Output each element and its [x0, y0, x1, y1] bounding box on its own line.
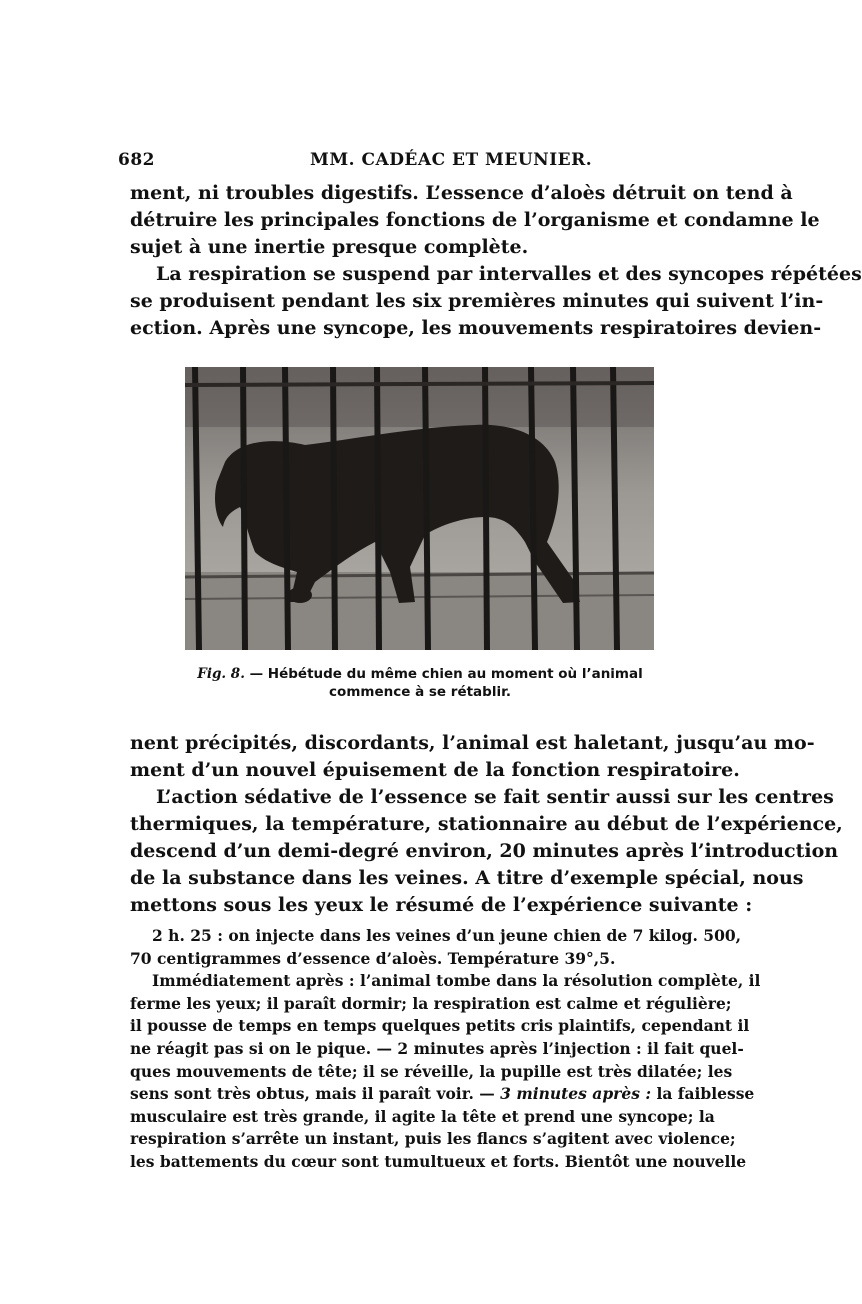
text-line: descend d’un demi-degré environ, 20 minutes après l’introduction [130, 840, 839, 862]
text-line: les battements du cœur sont tumultueux et forts. Bientôt une nouvelle [130, 1151, 747, 1171]
text-line: ection. Après une syncope, les mouvements respiratoires devien- [130, 317, 822, 339]
text-fragment: la faiblesse [656, 1084, 755, 1104]
text-line: ne réagit pas si on le pique. — 2 minutes après l’injection : il fait quel- [130, 1038, 744, 1058]
italic-time-note: 3 minutes après : [500, 1084, 652, 1104]
text-line: Immédiatement après : l’animal tombe dans la résolution complète, il [152, 971, 761, 991]
text-line [130, 1083, 755, 1106]
dog-photograph [185, 367, 654, 650]
text-line: sujet à une inertie presque complète. [130, 236, 529, 258]
text-line: ques mouvements de tête; il se réveille, la pupille est très dilatée; les [130, 1061, 733, 1081]
dog-in-cage-illustration [185, 367, 654, 650]
middle-paragraph [130, 730, 843, 919]
figure-caption [180, 665, 660, 701]
text-line: de la substance dans les veines. A titre d’exemple spécial, nous [130, 867, 804, 889]
page-number: 682 [118, 150, 155, 170]
experiment-notes [130, 925, 761, 1174]
text-line: il pousse de temps en temps quelques petits cris plaintifs, cependant il [130, 1016, 750, 1036]
figure-label: Fig. 8. [197, 666, 245, 682]
text-line: mettons sous les yeux le résumé de l’expérience suivante : [130, 894, 753, 916]
text-line: La respiration se suspend par intervalles et des syncopes répétées [156, 263, 862, 285]
caption-text: — Hébétude du même chien au moment où l’animal [249, 666, 643, 682]
text-line: L’action sédative de l’essence se fait sentir aussi sur les centres [156, 786, 834, 808]
caption-text-line-2: commence à se rétablir. [329, 684, 511, 700]
text-line: ment, ni troubles digestifs. L’essence d’aloès détruit on tend à [130, 182, 793, 204]
running-head [118, 150, 708, 174]
running-title: MM. CADÉAC ET MEUNIER. [310, 150, 593, 170]
text-line: thermiques, la température, stationnaire au début de l’expérience, [130, 813, 843, 835]
text-line: ment d’un nouvel épuisement de la fonction respiratoire. [130, 759, 740, 781]
text-line: détruire les principales fonctions de l’organisme et condamne le [130, 209, 820, 231]
text-line: 70 centigrammes d’essence d’aloès. Température 39°,5. [130, 948, 616, 968]
text-line: nent précipités, discordants, l’animal est haletant, jusqu’au mo- [130, 732, 815, 754]
text-line: se produisent pendant les six premières minutes qui suivent l’in- [130, 290, 824, 312]
text-line: musculaire est très grande, il agite la tête et prend une syncope; la [130, 1106, 715, 1126]
text-line: ferme les yeux; il paraît dormir; la respiration est calme et régulière; [130, 993, 732, 1013]
text-fragment: sens sont très obtus, mais il paraît voir. — [130, 1084, 495, 1104]
text-line: 2 h. 25 : on injecte dans les veines d’un jeune chien de 7 kilog. 500, [152, 926, 742, 945]
top-paragraph [130, 180, 862, 342]
text-line: respiration s’arrête un instant, puis les flancs s’agitent avec violence; [130, 1129, 736, 1149]
